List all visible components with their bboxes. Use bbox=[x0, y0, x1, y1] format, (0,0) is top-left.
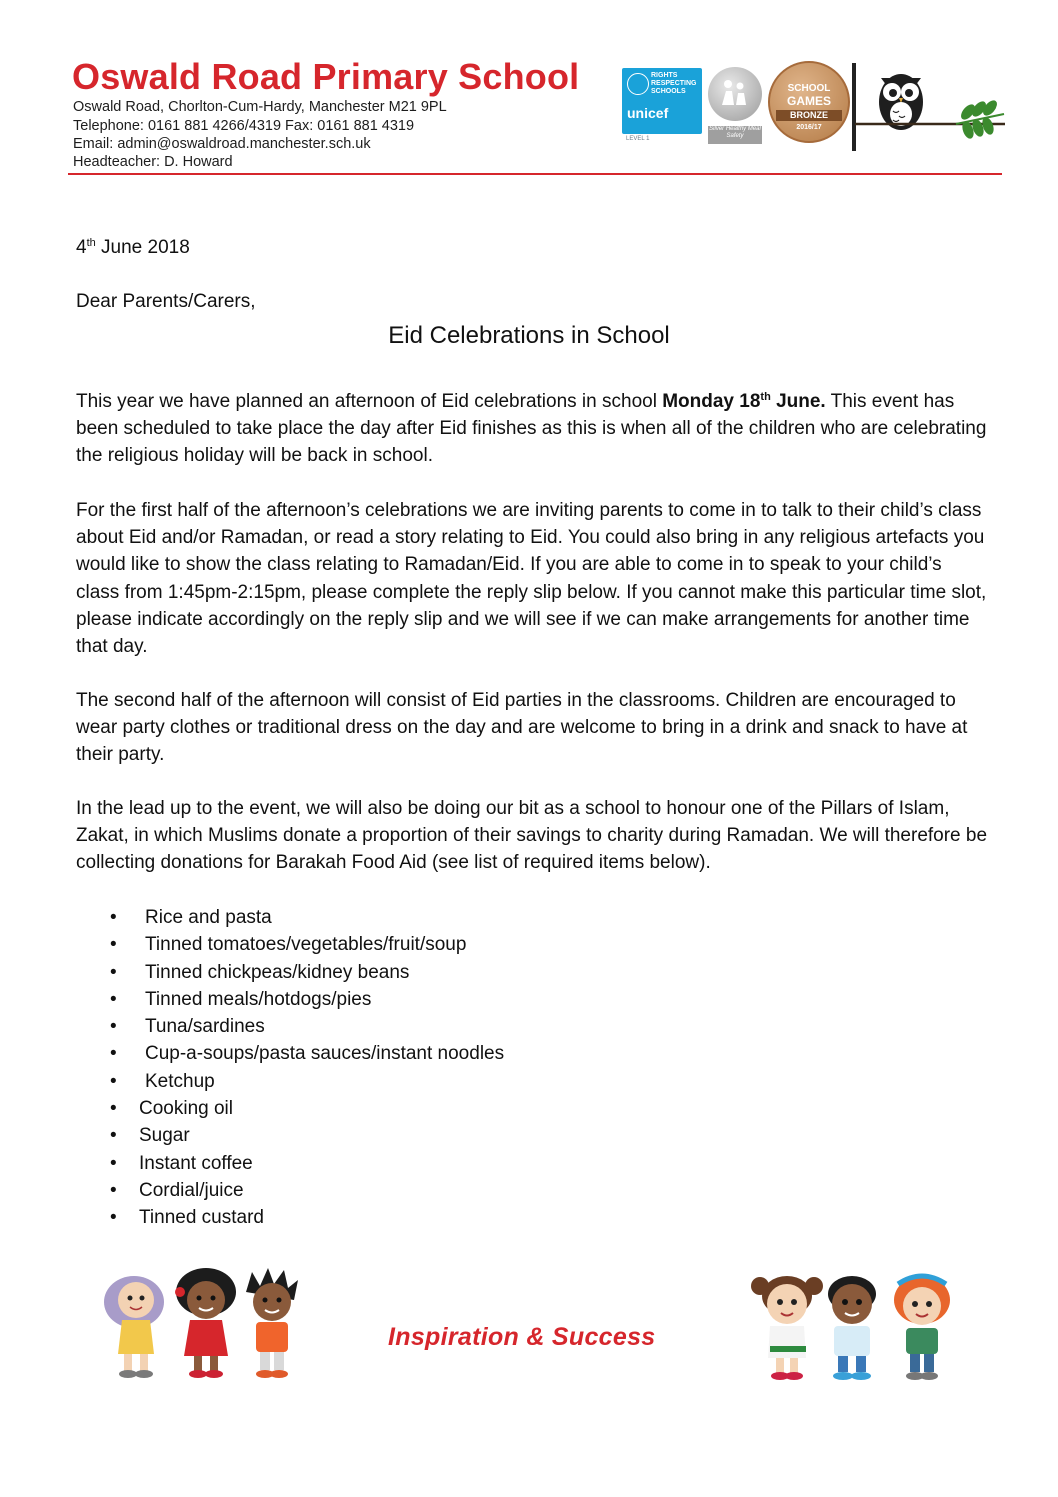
letter-date bbox=[76, 234, 988, 261]
bullet-icon: • bbox=[110, 1179, 117, 1201]
bullet-icon: • bbox=[110, 1016, 117, 1038]
school-games-line1: SCHOOL bbox=[787, 83, 831, 94]
bullet-icon: • bbox=[110, 1070, 117, 1092]
list-item-text: Tinned meals/hotdogs/pies bbox=[145, 988, 372, 1010]
school-games-line2: GAMES bbox=[786, 94, 831, 108]
list-item-text: Sugar bbox=[139, 1125, 190, 1147]
paragraph-1 bbox=[76, 388, 988, 470]
bullet-icon: • bbox=[110, 1207, 117, 1229]
list-item bbox=[108, 986, 808, 1013]
school-games-bronze-logo bbox=[768, 61, 850, 143]
header-divider bbox=[68, 173, 1002, 175]
school-headteacher: Headteacher: D. Howard bbox=[73, 154, 233, 170]
globe-icon bbox=[627, 73, 649, 95]
list-item-text: Cordial/juice bbox=[139, 1179, 244, 1201]
event-date-day: Monday 18 bbox=[662, 391, 761, 412]
school-address: Oswald Road, Chorlton-Cum-Hardy, Manchester M21 9PL bbox=[73, 99, 447, 115]
school-email: Email: admin@oswaldroad.manchester.sch.uk bbox=[73, 136, 371, 152]
list-item bbox=[108, 1040, 808, 1067]
bullet-icon: • bbox=[110, 907, 117, 928]
list-item bbox=[108, 1204, 808, 1231]
school-tagline: Inspiration & Success bbox=[388, 1323, 656, 1351]
date-day: 4 bbox=[76, 237, 87, 258]
list-item bbox=[108, 1122, 808, 1149]
school-games-line4: 2016/17 bbox=[796, 124, 822, 131]
event-date-suffix: th bbox=[760, 391, 771, 403]
list-item bbox=[108, 959, 808, 986]
family-icon bbox=[708, 67, 762, 121]
list-item bbox=[108, 1177, 808, 1204]
list-item bbox=[108, 1095, 808, 1122]
school-games-line3: BRONZE bbox=[776, 110, 842, 121]
list-item-text: Ketchup bbox=[145, 1070, 215, 1092]
bullet-icon: • bbox=[110, 988, 117, 1010]
list-item bbox=[108, 931, 808, 958]
rrs-logo-text: RIGHTS RESPECTING SCHOOLS bbox=[651, 72, 697, 95]
rights-respecting-schools-logo bbox=[622, 68, 702, 134]
bullet-icon: • bbox=[110, 1098, 117, 1120]
children-cartoon-right bbox=[746, 1262, 966, 1388]
date-suffix: th bbox=[86, 237, 96, 249]
event-date-month: June. bbox=[770, 391, 826, 412]
letter-title: Eid Celebrations in School bbox=[388, 322, 670, 349]
list-item bbox=[108, 1013, 808, 1040]
list-item-text: Cup-a-soups/pasta sauces/instant noodles bbox=[145, 1043, 505, 1065]
list-item bbox=[108, 1150, 808, 1177]
salutation: Dear Parents/Carers, bbox=[76, 291, 256, 312]
rrs-level-text: LEVEL 1 bbox=[626, 136, 650, 142]
paragraph-1-rest: This event has been scheduled to take place the day after Eid finishes as this is when all of the children who are celebrating the religious holiday will be back in school. bbox=[76, 391, 987, 467]
paragraph-1-intro: This year we have planned an afternoon of Eid celebrations in school bbox=[76, 391, 663, 412]
list-item-text: Rice and pasta bbox=[145, 907, 272, 928]
list-item-text: Instant coffee bbox=[139, 1152, 253, 1174]
school-telephone: Telephone: 0161 881 4266/4319 Fax: 0161 881 4319 bbox=[73, 118, 415, 134]
list-item bbox=[108, 904, 808, 931]
paragraph-4: In the lead up to the event, we will also be doing our bit as a school to honour one of the Pillars of Islam, Zakat, in which Muslims donate a proportion of their savings to charity during Ramadan. We will therefore be collecting donations for Barakah Food Aid (see list of required items below). bbox=[76, 798, 988, 874]
bullet-icon: • bbox=[110, 1125, 117, 1147]
event-date bbox=[662, 391, 826, 412]
bullet-icon: • bbox=[110, 1152, 117, 1174]
bullet-icon: • bbox=[110, 961, 117, 983]
donation-items-list bbox=[108, 904, 808, 1232]
leaf-branch-icon bbox=[954, 100, 1006, 140]
bullet-icon: • bbox=[110, 934, 117, 956]
paragraph-2: For the first half of the afternoon’s celebrations we are inviting parents to come in to talk to their child’s class about Eid and/or Ramadan, or read a story relating to Eid. You could also bring in any religious artefacts you would like to show the class relating to Ramadan/Eid. If you are able to come in to speak to your child’s class from 1:45pm-2:15pm, please complete the reply slip below. If you cannot make this particular time slot, please indicate accordingly on the reply slip and we will see if we can make arrangements for another time that day. bbox=[76, 500, 987, 658]
list-item-text: Tinned tomatoes/vegetables/fruit/soup bbox=[145, 934, 467, 956]
list-item-text: Tinned custard bbox=[139, 1207, 264, 1229]
silver-award-caption: Silver Healthy Meal Safety bbox=[708, 126, 762, 144]
paragraph-3: The second half of the afternoon will consist of Eid parties in the classrooms. Children are encouraged to wear party clothes or traditional dress on the day and are welcome to bring in a drink and snack to have at their party. bbox=[76, 690, 968, 766]
list-item-text: Tinned chickpeas/kidney beans bbox=[145, 961, 410, 983]
children-cartoon-left bbox=[96, 1262, 312, 1384]
school-name: Oswald Road Primary School bbox=[72, 56, 580, 97]
date-month-year: June 2018 bbox=[95, 237, 190, 258]
unicef-wordmark: unicef bbox=[627, 105, 669, 121]
list-item bbox=[108, 1068, 808, 1095]
bullet-icon: • bbox=[110, 1043, 117, 1065]
list-item-text: Tuna/sardines bbox=[145, 1016, 265, 1038]
silver-award-logo bbox=[708, 67, 762, 121]
list-item-text: Cooking oil bbox=[139, 1098, 233, 1120]
